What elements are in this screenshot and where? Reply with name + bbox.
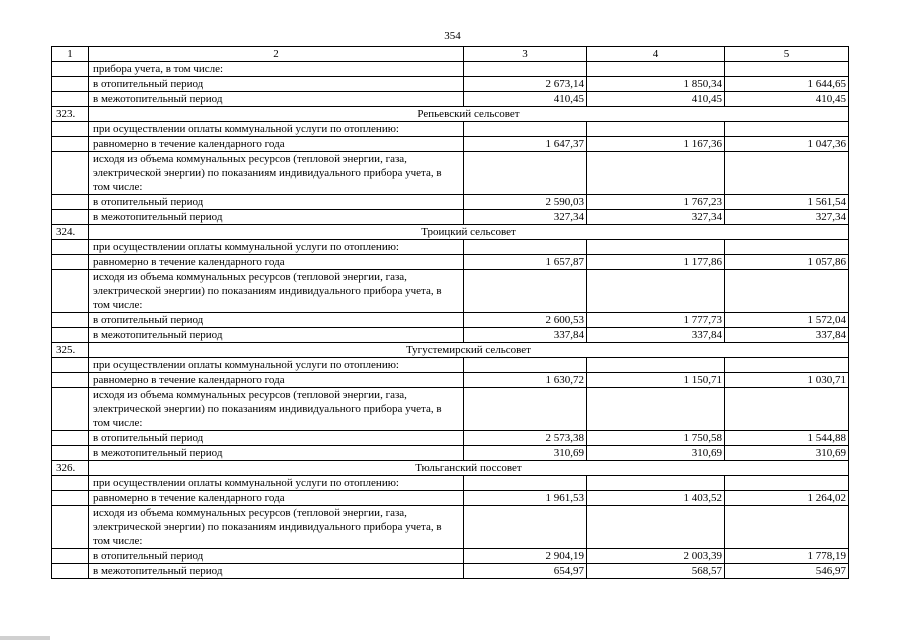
table-row: [52, 122, 849, 137]
value-col4: 1 750,58: [587, 431, 725, 446]
value-col3: 1 647,37: [464, 137, 587, 152]
section-row: [52, 225, 849, 240]
row-number-cell: [52, 388, 89, 431]
table-row: [52, 373, 849, 388]
table-row: [52, 431, 849, 446]
value-col3: [464, 240, 587, 255]
value-col5: 337,84: [725, 328, 849, 343]
column-header: 3: [464, 47, 587, 62]
row-label: при осуществлении оплаты коммунальной услуги по отоплению:: [89, 358, 464, 373]
table-row: [52, 506, 849, 549]
column-header: 4: [587, 47, 725, 62]
value-col5: [725, 358, 849, 373]
row-label: в отопительный период: [89, 431, 464, 446]
value-col4: 1 177,86: [587, 255, 725, 270]
row-number-cell: [52, 270, 89, 313]
value-col4: [587, 122, 725, 137]
section-row: [52, 343, 849, 358]
value-col4: [587, 62, 725, 77]
value-col4: 327,34: [587, 210, 725, 225]
section-number: 324.: [52, 225, 89, 240]
column-header: 2: [89, 47, 464, 62]
value-col4: 2 003,39: [587, 549, 725, 564]
value-col3: [464, 358, 587, 373]
value-col5: [725, 388, 849, 431]
value-col3: 337,84: [464, 328, 587, 343]
row-number-cell: [52, 77, 89, 92]
row-label: исходя из объема коммунальных ресурсов (тепловой энергии, газа, электрической энергии) по показаниям индивидуального прибора учета, в том числе:: [89, 152, 464, 195]
row-label: в отопительный период: [89, 313, 464, 328]
table-row: [52, 549, 849, 564]
value-col4: [587, 240, 725, 255]
row-number-cell: [52, 476, 89, 491]
value-col3: [464, 152, 587, 195]
row-number-cell: [52, 240, 89, 255]
table-row: [52, 62, 849, 77]
section-title: Тюльганский поссовет: [89, 461, 849, 476]
value-col4: 310,69: [587, 446, 725, 461]
row-label: в межотопительный период: [89, 92, 464, 107]
value-col4: 410,45: [587, 92, 725, 107]
table-row: [52, 388, 849, 431]
value-col5: 1 264,02: [725, 491, 849, 506]
value-col3: 410,45: [464, 92, 587, 107]
row-label: в межотопительный период: [89, 328, 464, 343]
value-col5: [725, 506, 849, 549]
value-col3: 327,34: [464, 210, 587, 225]
row-label: при осуществлении оплаты коммунальной услуги по отоплению:: [89, 240, 464, 255]
value-col4: [587, 358, 725, 373]
value-col5: 1 544,88: [725, 431, 849, 446]
section-title: Репьевский сельсовет: [89, 107, 849, 122]
section-title: Тугустемирский сельсовет: [89, 343, 849, 358]
row-number-cell: [52, 358, 89, 373]
value-col3: 2 904,19: [464, 549, 587, 564]
value-col4: [587, 388, 725, 431]
row-number-cell: [52, 195, 89, 210]
row-number-cell: [52, 564, 89, 579]
table-row: [52, 210, 849, 225]
row-label: исходя из объема коммунальных ресурсов (тепловой энергии, газа, электрической энергии) по показаниям индивидуального прибора учета, в том числе:: [89, 506, 464, 549]
value-col4: 1 403,52: [587, 491, 725, 506]
row-label: равномерно в течение календарного года: [89, 373, 464, 388]
page-number: 354: [444, 30, 461, 42]
value-col3: [464, 388, 587, 431]
value-col3: 2 673,14: [464, 77, 587, 92]
value-col3: 1 630,72: [464, 373, 587, 388]
value-col3: 2 590,03: [464, 195, 587, 210]
value-col3: 1 961,53: [464, 491, 587, 506]
value-col4: 1 167,36: [587, 137, 725, 152]
tariff-table: [51, 46, 849, 579]
value-col4: 1 850,34: [587, 77, 725, 92]
table-header-row: [52, 47, 849, 62]
value-col3: 310,69: [464, 446, 587, 461]
row-number-cell: [52, 506, 89, 549]
section-row: [52, 107, 849, 122]
row-label: равномерно в течение календарного года: [89, 255, 464, 270]
value-col4: 1 767,23: [587, 195, 725, 210]
table-row: [52, 476, 849, 491]
value-col4: [587, 476, 725, 491]
row-label: в межотопительный период: [89, 446, 464, 461]
table-row: [52, 195, 849, 210]
value-col5: 1 057,86: [725, 255, 849, 270]
row-number-cell: [52, 92, 89, 107]
section-number: 326.: [52, 461, 89, 476]
table-row: [52, 358, 849, 373]
table-row: [52, 240, 849, 255]
table-row: [52, 152, 849, 195]
row-label: в межотопительный период: [89, 564, 464, 579]
value-col5: 327,34: [725, 210, 849, 225]
value-col3: [464, 122, 587, 137]
table-row: [52, 446, 849, 461]
value-col4: 1 777,73: [587, 313, 725, 328]
value-col4: [587, 152, 725, 195]
value-col3: [464, 62, 587, 77]
row-number-cell: [52, 255, 89, 270]
value-col5: [725, 152, 849, 195]
row-number-cell: [52, 137, 89, 152]
column-header: 5: [725, 47, 849, 62]
row-number-cell: [52, 210, 89, 225]
value-col3: 1 657,87: [464, 255, 587, 270]
value-col4: 337,84: [587, 328, 725, 343]
value-col5: 546,97: [725, 564, 849, 579]
column-header: 1: [52, 47, 89, 62]
value-col4: 568,57: [587, 564, 725, 579]
table-row: [52, 255, 849, 270]
row-number-cell: [52, 328, 89, 343]
table-row: [52, 77, 849, 92]
row-number-cell: [52, 431, 89, 446]
row-label: прибора учета, в том числе:: [89, 62, 464, 77]
value-col5: 310,69: [725, 446, 849, 461]
value-col5: [725, 62, 849, 77]
table-row: [52, 491, 849, 506]
table-row: [52, 137, 849, 152]
row-label: в отопительный период: [89, 549, 464, 564]
table-row: [52, 328, 849, 343]
section-row: [52, 461, 849, 476]
value-col5: 1 778,19: [725, 549, 849, 564]
value-col5: 1 572,04: [725, 313, 849, 328]
section-title: Троицкий сельсовет: [89, 225, 849, 240]
table-row: [52, 270, 849, 313]
table-row: [52, 92, 849, 107]
value-col3: 654,97: [464, 564, 587, 579]
table-row: [52, 564, 849, 579]
row-label: в межотопительный период: [89, 210, 464, 225]
value-col5: [725, 270, 849, 313]
row-label: в отопительный период: [89, 195, 464, 210]
value-col5: [725, 122, 849, 137]
row-label: при осуществлении оплаты коммунальной услуги по отоплению:: [89, 122, 464, 137]
row-label: исходя из объема коммунальных ресурсов (тепловой энергии, газа, электрической энергии) по показаниям индивидуального прибора учета, в том числе:: [89, 388, 464, 431]
value-col5: 410,45: [725, 92, 849, 107]
row-number-cell: [52, 152, 89, 195]
row-label: в отопительный период: [89, 77, 464, 92]
value-col3: [464, 476, 587, 491]
section-number: 323.: [52, 107, 89, 122]
row-number-cell: [52, 549, 89, 564]
value-col5: 1 030,71: [725, 373, 849, 388]
section-number: 325.: [52, 343, 89, 358]
value-col3: 2 600,53: [464, 313, 587, 328]
row-number-cell: [52, 373, 89, 388]
table-row: [52, 313, 849, 328]
row-label: при осуществлении оплаты коммунальной услуги по отоплению:: [89, 476, 464, 491]
value-col3: [464, 270, 587, 313]
page-corner-mark: [0, 636, 50, 640]
value-col3: [464, 506, 587, 549]
value-col5: 1 561,54: [725, 195, 849, 210]
row-number-cell: [52, 62, 89, 77]
value-col3: 2 573,38: [464, 431, 587, 446]
value-col5: [725, 476, 849, 491]
value-col5: [725, 240, 849, 255]
value-col4: 1 150,71: [587, 373, 725, 388]
value-col5: 1 047,36: [725, 137, 849, 152]
row-label: равномерно в течение календарного года: [89, 491, 464, 506]
value-col5: 1 644,65: [725, 77, 849, 92]
value-col4: [587, 506, 725, 549]
value-col4: [587, 270, 725, 313]
row-label: равномерно в течение календарного года: [89, 137, 464, 152]
row-number-cell: [52, 122, 89, 137]
row-number-cell: [52, 491, 89, 506]
row-number-cell: [52, 313, 89, 328]
row-number-cell: [52, 446, 89, 461]
row-label: исходя из объема коммунальных ресурсов (тепловой энергии, газа, электрической энергии) по показаниям индивидуального прибора учета, в том числе:: [89, 270, 464, 313]
